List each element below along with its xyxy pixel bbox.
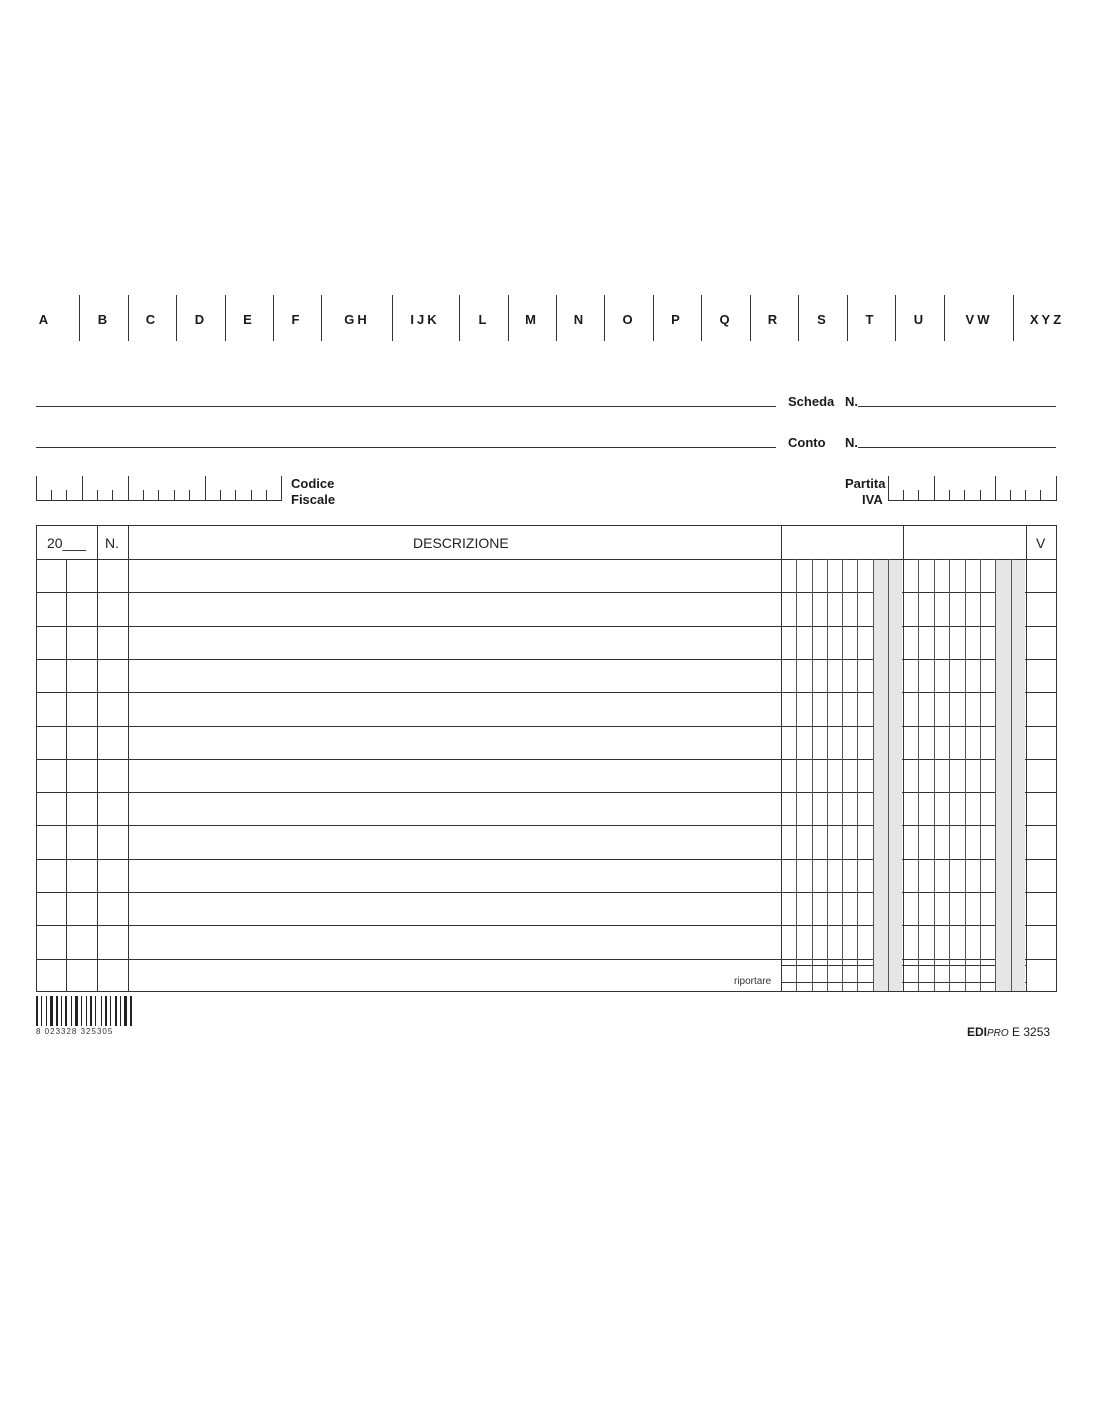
index-separator xyxy=(128,295,129,341)
index-separator xyxy=(392,295,393,341)
index-separator xyxy=(459,295,460,341)
index-tab-a: A xyxy=(38,312,52,327)
index-separator xyxy=(750,295,751,341)
index-tab-s: S xyxy=(817,312,829,327)
index-tab-r: R xyxy=(767,312,781,327)
table-column-line xyxy=(1026,525,1027,991)
scheda-name-line xyxy=(36,406,776,407)
amount-decimal-shade xyxy=(995,560,1025,991)
barcode-bar xyxy=(46,996,47,1026)
cf-tick xyxy=(97,490,98,500)
piva-tick xyxy=(949,490,950,500)
barcode-bar xyxy=(71,996,72,1026)
index-separator xyxy=(508,295,509,341)
conto-name-line xyxy=(36,447,776,448)
index-tab-t: T xyxy=(865,312,877,327)
barcode-bar xyxy=(110,996,111,1026)
amount-digit-line xyxy=(796,559,797,991)
piva-tick xyxy=(964,490,965,500)
piva-tick xyxy=(903,490,904,500)
index-tab-o: O xyxy=(622,312,636,327)
cf-tick xyxy=(174,490,175,500)
barcode-bar xyxy=(61,996,62,1026)
piva-tick-tall xyxy=(934,476,935,500)
cf-tick xyxy=(251,490,252,500)
cf-tick xyxy=(112,490,113,500)
index-tab-xyz: XYZ xyxy=(1029,312,1065,327)
table-column-line xyxy=(781,525,782,991)
scheda-number-label: N. xyxy=(845,394,858,409)
barcode-bar xyxy=(115,996,117,1026)
piva-tick-tall xyxy=(995,476,996,500)
conto-number-line xyxy=(858,447,1056,448)
index-tab-l: L xyxy=(478,312,490,327)
index-tab-e: E xyxy=(243,312,255,327)
amount-digit-line xyxy=(934,559,935,991)
barcode-bar xyxy=(105,996,107,1026)
barcode-number: 8 023328 325305 xyxy=(36,1027,114,1036)
barcode-bar xyxy=(101,996,102,1026)
cf-tick xyxy=(66,490,67,500)
year-column-header: 20___ xyxy=(47,535,86,551)
cf-tick-tall xyxy=(82,476,83,500)
scheda-number-line xyxy=(858,406,1056,407)
piva-tick xyxy=(980,490,981,500)
piva-tick xyxy=(918,490,919,500)
amount-digit-line xyxy=(995,559,996,991)
index-separator xyxy=(604,295,605,341)
index-tab-d: D xyxy=(194,312,208,327)
product-code: E 3253 xyxy=(1012,1025,1051,1039)
cf-tick-tall xyxy=(205,476,206,500)
cf-tick xyxy=(266,490,267,500)
brand-name-bold: EDI xyxy=(967,1025,988,1039)
barcode-bar xyxy=(130,996,132,1026)
amount-digit-line xyxy=(873,559,874,991)
barcode-bar xyxy=(75,996,78,1026)
conto-label: Conto xyxy=(788,435,826,450)
amount-digit-line xyxy=(827,559,828,991)
table-column-line xyxy=(128,525,129,991)
barcode-bar xyxy=(86,996,87,1026)
fiscale-label: Fiscale xyxy=(291,492,336,507)
barcode-bar xyxy=(36,996,38,1026)
index-tab-c: C xyxy=(145,312,159,327)
barcode-bar xyxy=(41,996,42,1026)
table-column-line xyxy=(97,525,98,991)
amount-digit-line xyxy=(965,559,966,991)
cf-tick xyxy=(143,490,144,500)
index-separator xyxy=(701,295,702,341)
scheda-label: Scheda xyxy=(788,394,835,409)
cf-tick xyxy=(158,490,159,500)
index-tab-b: B xyxy=(97,312,111,327)
index-separator xyxy=(176,295,177,341)
amount-digit-line xyxy=(949,559,950,991)
cf-tick-tall xyxy=(281,476,282,500)
piva-tick-tall xyxy=(888,476,889,500)
brand-name-italic: PRO xyxy=(987,1028,1009,1039)
check-column-header: V xyxy=(1036,535,1046,551)
cf-tick xyxy=(189,490,190,500)
index-tab-q: Q xyxy=(719,312,733,327)
amount-digit-line xyxy=(888,559,889,991)
piva-tick xyxy=(1025,490,1026,500)
cf-tick-tall xyxy=(128,476,129,500)
table-column-line xyxy=(903,525,904,991)
index-separator xyxy=(79,295,80,341)
index-tab-gh: GH xyxy=(344,312,370,327)
codice-label: Codice xyxy=(291,476,335,491)
barcode-bar xyxy=(65,996,67,1026)
description-column-header: DESCRIZIONE xyxy=(413,535,509,551)
conto-number-label: N. xyxy=(845,435,858,450)
index-separator xyxy=(895,295,896,341)
cf-tick-tall xyxy=(36,476,37,500)
index-tab-ijk: IJK xyxy=(410,312,440,327)
cf-baseline xyxy=(36,500,282,501)
amount-digit-line xyxy=(812,559,813,991)
barcode-bar xyxy=(124,996,127,1026)
index-separator xyxy=(653,295,654,341)
piva-tick xyxy=(1040,490,1041,500)
index-tab-p: P xyxy=(671,312,683,327)
barcode-bar xyxy=(95,996,96,1026)
number-column-header: N. xyxy=(105,535,119,551)
index-separator xyxy=(847,295,848,341)
barcode-bar xyxy=(120,996,121,1026)
table-column-line xyxy=(66,559,67,991)
amount-digit-line xyxy=(918,559,919,991)
barcode xyxy=(36,996,132,1026)
index-separator xyxy=(1013,295,1014,341)
index-separator xyxy=(225,295,226,341)
index-separator xyxy=(321,295,322,341)
cf-tick xyxy=(235,490,236,500)
riportare-label: riportare xyxy=(734,976,772,987)
piva-tick-tall xyxy=(1056,476,1057,500)
index-separator xyxy=(798,295,799,341)
barcode-bar xyxy=(81,996,82,1026)
amount-digit-line xyxy=(857,559,858,991)
piva-tick xyxy=(1010,490,1011,500)
index-separator xyxy=(273,295,274,341)
cf-tick xyxy=(51,490,52,500)
cf-tick xyxy=(220,490,221,500)
barcode-bar xyxy=(50,996,53,1026)
index-separator xyxy=(944,295,945,341)
index-tab-u: U xyxy=(913,312,927,327)
index-tab-n: N xyxy=(573,312,587,327)
index-tab-f: F xyxy=(291,312,303,327)
barcode-bar xyxy=(56,996,58,1026)
barcode-bar xyxy=(90,996,92,1026)
index-tab-vw: VW xyxy=(965,312,993,327)
iva-label: IVA xyxy=(862,492,883,507)
amount-digit-line xyxy=(1011,559,1012,991)
partita-label: Partita xyxy=(845,476,886,491)
brand-mark xyxy=(967,1025,1050,1039)
index-separator xyxy=(556,295,557,341)
piva-baseline xyxy=(888,500,1057,501)
amount-digit-line xyxy=(980,559,981,991)
amount-digit-line xyxy=(842,559,843,991)
index-tab-m: M xyxy=(525,312,539,327)
